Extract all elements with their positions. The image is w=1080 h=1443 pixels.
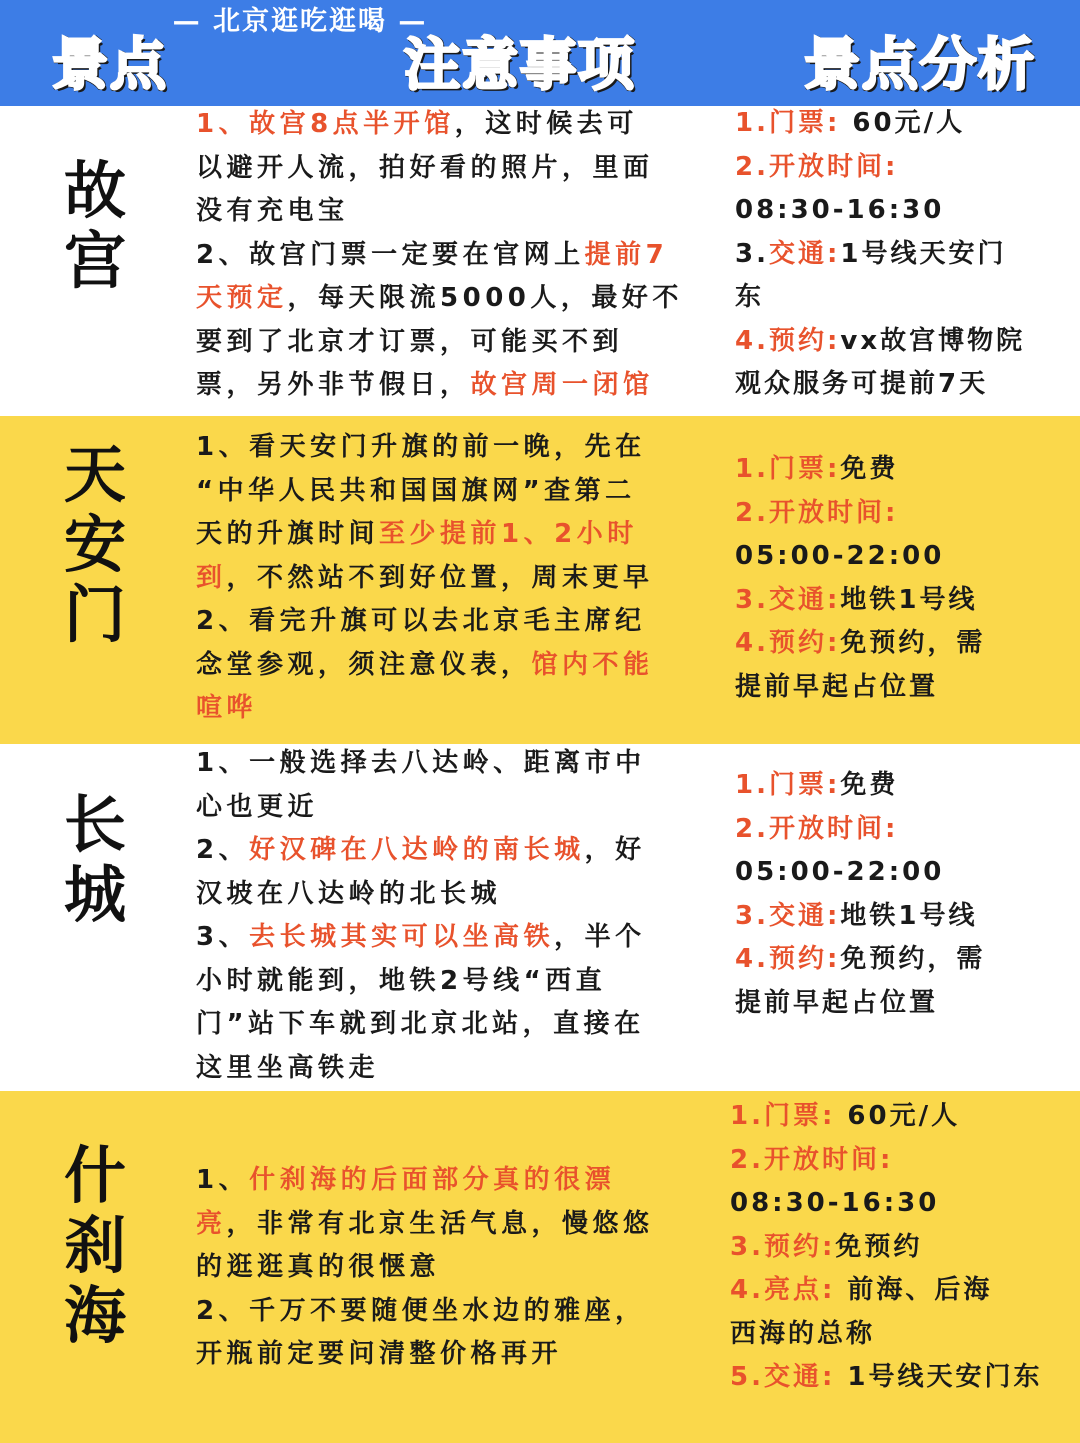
body-text: 这里坐高铁走 (196, 1052, 380, 1083)
text-line (196, 1290, 706, 1334)
text-line (735, 938, 1075, 982)
body-text: 东 (735, 282, 765, 312)
text-line (196, 742, 706, 786)
body-text: ，半个 (554, 922, 646, 952)
body-text: 1、一般选择去八达岭、距离市中 (196, 748, 646, 778)
name-char: 安 (63, 508, 126, 581)
highlight-text: 3.交通: (735, 900, 841, 931)
body-text: 小时就能到，地铁2号线“西直 (196, 965, 607, 996)
body-text: ，好 (584, 835, 646, 865)
highlight-text: 2.开放时间: (730, 1144, 894, 1175)
highlight-text: 4.预约: (735, 944, 841, 974)
body-text: 2、看完升旗可以去北京毛主席纪 (196, 606, 646, 636)
name-char: 宫 (63, 224, 126, 297)
highlight-text: 3.预约: (730, 1231, 836, 1262)
body-text: 地铁1号线 (840, 584, 978, 615)
text-line (196, 426, 706, 470)
body-text: 提前早起占位置 (735, 987, 939, 1018)
text-line (735, 851, 1075, 895)
highlight-text: 好汉碑在八达岭的南长城 (249, 835, 585, 865)
text-line (196, 364, 706, 408)
subtitle: — 北京逛吃逛喝 — (172, 6, 428, 37)
text-line (735, 895, 1075, 939)
highlight-text: 去长城其实可以坐高铁 (249, 922, 555, 952)
text-line (730, 1269, 1070, 1313)
body-text: 3. (735, 238, 769, 269)
highlight-text: 2.开放时间: (735, 151, 899, 182)
highlight-text: 喧哗 (196, 693, 258, 723)
text-line (196, 786, 706, 830)
body-text: 汉坡在八达岭的北长城 (196, 878, 502, 909)
text-line (196, 960, 706, 1004)
body-text: 1号线天安门东 (835, 1362, 1043, 1392)
body-text: ，不然站不到好位置，周末更早 (226, 562, 654, 593)
body-text: 免预约，需 (840, 944, 986, 974)
name-char: 海 (63, 1279, 126, 1352)
text-line (735, 579, 1075, 623)
body-text: ，每天限流5000人，最好不 (287, 283, 683, 313)
body-text: 05:00-22:00 (735, 857, 945, 887)
text-line (196, 277, 706, 321)
name-char: 什 (63, 1139, 126, 1212)
highlight-text: 2.开放时间: (735, 813, 899, 844)
highlight-text: 4.预约: (735, 628, 841, 658)
name-char: 城 (63, 858, 126, 931)
highlight-text: 到 (196, 562, 227, 593)
body-text: ，非常有北京生活气息，慢悠悠 (226, 1208, 654, 1239)
text-line (196, 1203, 706, 1247)
highlight-text: 故宫周一闭馆 (470, 370, 654, 400)
body-text: 西海的总称 (730, 1318, 876, 1349)
body-text: “中华人民共和国国旗网”查第二 (196, 475, 636, 506)
highlight-text: 1.门票: (735, 454, 841, 484)
text-line (735, 276, 1075, 320)
text-line (735, 320, 1075, 364)
body-text: vx故宫博物院 (840, 325, 1026, 356)
text-line (730, 1226, 1070, 1270)
body-text: 1号线天安门 (840, 238, 1007, 269)
column-title-notes: 注意事项 (404, 33, 636, 98)
highlight-text: 什刹海的后面部分真的很漂 (249, 1165, 616, 1195)
highlight-text: 1、故宫8点半开馆 (196, 109, 455, 139)
body-text: 提前早起占位置 (735, 671, 939, 702)
text-line (730, 1356, 1070, 1400)
text-line (735, 146, 1075, 190)
text-line (735, 666, 1075, 710)
text-line (735, 233, 1075, 277)
text-line (196, 687, 706, 731)
body-text: 60元/人 (835, 1101, 961, 1131)
name-char: 刹 (63, 1209, 126, 1282)
analysis-text (735, 102, 1075, 407)
text-line (735, 535, 1075, 579)
text-line (196, 470, 706, 514)
highlight-text: 馆内不能 (531, 649, 654, 680)
text-line (196, 916, 706, 960)
body-text: 1、看天安门升旗的前一晚，先在 (196, 432, 646, 462)
body-text: 地铁1号线 (840, 900, 978, 931)
column-title-analysis: 景点分析 (804, 33, 1036, 98)
section-changcheng (0, 744, 1080, 1091)
text-line (196, 147, 706, 191)
body-text: 2、千万不要随便坐水边的雅座， (196, 1295, 646, 1326)
body-text: 08:30-16:30 (730, 1188, 940, 1218)
text-line (196, 1246, 706, 1290)
text-line (196, 103, 706, 147)
body-text: 心也更近 (196, 791, 319, 822)
text-line (730, 1139, 1070, 1183)
body-text: 票，另外非节假日， (196, 370, 471, 400)
body-text: ，这时候去可 (454, 109, 638, 139)
text-line (196, 644, 706, 688)
highlight-text: 至少提前1、2小时 (379, 519, 638, 549)
attraction-name (40, 156, 150, 296)
text-line (196, 1003, 706, 1047)
text-line (735, 363, 1075, 407)
name-char: 门 (63, 578, 126, 651)
text-line (196, 600, 706, 644)
section-tiananmen (0, 416, 1080, 744)
notes-text (196, 742, 706, 1090)
text-line (735, 982, 1075, 1026)
notes-text (196, 1159, 706, 1377)
highlight-text: 4.亮点: (730, 1275, 836, 1305)
body-text: 1、 (196, 1165, 250, 1195)
analysis-text (730, 1095, 1070, 1400)
body-text: 2、 (196, 835, 250, 865)
body-text: 免预约，需 (840, 628, 986, 658)
attraction-name (40, 440, 150, 650)
text-line (735, 808, 1075, 852)
section-shichahai (0, 1091, 1080, 1443)
text-line (196, 557, 706, 601)
highlight-text: 天预定 (196, 283, 288, 313)
highlight-text: 2.开放时间: (735, 497, 899, 528)
body-text: 以避开人流，拍好看的照片，里面 (196, 152, 654, 183)
text-line (196, 829, 706, 873)
text-line (735, 189, 1075, 233)
section-gugong (0, 106, 1080, 416)
highlight-text: 交通: (768, 238, 841, 269)
analysis-text (735, 764, 1075, 1025)
text-line (735, 622, 1075, 666)
highlight-text: 1.门票: (735, 770, 841, 800)
text-line (730, 1313, 1070, 1357)
attraction-name (40, 790, 150, 930)
highlight-text: 提前7 (584, 239, 669, 270)
highlight-text: 5.交通: (730, 1362, 836, 1392)
body-text: 念堂参观，须注意仪表， (196, 649, 532, 680)
body-text: 没有充电宝 (196, 196, 349, 226)
text-line (196, 873, 706, 917)
text-line (196, 513, 706, 557)
body-text: 3、 (196, 922, 250, 952)
header-bar (0, 0, 1080, 106)
text-line (196, 190, 706, 234)
highlight-text: 1.门票: (735, 108, 841, 138)
analysis-text (735, 448, 1075, 709)
text-line (735, 492, 1075, 536)
body-text: 的逛逛真的很惬意 (196, 1252, 441, 1282)
body-text: 天的升旗时间 (196, 519, 380, 549)
body-text: 前海、后海 (835, 1275, 993, 1305)
highlight-text: 3.交通: (735, 584, 841, 615)
body-text: 免预约 (835, 1231, 923, 1262)
text-line (735, 102, 1075, 146)
body-text: 08:30-16:30 (735, 195, 945, 225)
body-text: 门”站下车就到北京北站，直接在 (196, 1009, 645, 1039)
column-title-attraction: 景点 (52, 33, 168, 98)
name-char: 长 (63, 788, 126, 861)
body-text: 要到了北京才订票，可能买不到 (196, 326, 624, 357)
body-text: 60元/人 (840, 108, 966, 138)
attraction-name (40, 1141, 150, 1351)
highlight-text: 亮 (196, 1208, 227, 1239)
body-text: 2、故宫门票一定要在官网上 (196, 239, 585, 270)
body-text: 观众服务可提前7天 (735, 369, 989, 399)
text-line (196, 1159, 706, 1203)
text-line (196, 1333, 706, 1377)
text-line (730, 1182, 1070, 1226)
highlight-text: 4.预约: (735, 325, 841, 356)
text-line (735, 448, 1075, 492)
body-text: 开瓶前定要问清整价格再开 (196, 1339, 563, 1369)
name-char: 故 (63, 154, 126, 227)
highlight-text: 1.门票: (730, 1101, 836, 1131)
body-text: 免费 (840, 770, 899, 800)
text-line (735, 764, 1075, 808)
notes-text (196, 426, 706, 731)
name-char: 天 (63, 438, 126, 511)
text-line (196, 321, 706, 365)
text-line (730, 1095, 1070, 1139)
notes-text (196, 103, 706, 408)
text-line (196, 1047, 706, 1091)
body-text: 05:00-22:00 (735, 541, 945, 571)
text-line (196, 234, 706, 278)
body-text: 免费 (840, 454, 899, 484)
